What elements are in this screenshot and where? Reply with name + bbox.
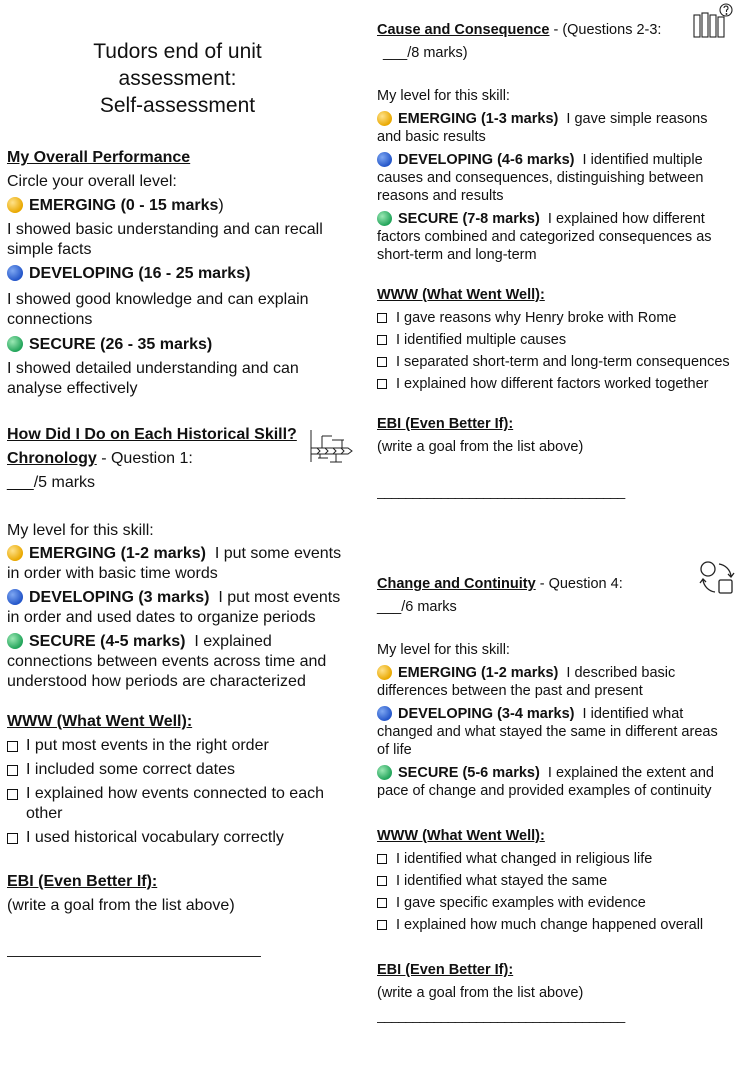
level-description: I identified multiple causes and consequences, distinguishing between reasons and results	[377, 152, 704, 204]
green-circle-icon	[7, 336, 23, 352]
level-intro: My level for this skill:	[377, 642, 510, 658]
level-label: DEVELOPING (3-4 marks)	[398, 706, 575, 722]
level-label: EMERGING (1-2 marks)	[29, 545, 206, 562]
ebi-answer-line[interactable]: ________________________________	[7, 941, 260, 958]
www-item[interactable]	[377, 916, 732, 934]
change-question: - Question 4:	[535, 576, 623, 592]
level-label-suffix: )	[218, 197, 224, 214]
cause-title: Cause and Consequence	[377, 22, 550, 38]
level-description: I identified what changed and what stayed the same in different areas of life	[377, 706, 718, 758]
www-item-text: I put most events in the right order	[26, 737, 269, 754]
www-item[interactable]	[377, 353, 732, 371]
level-description: I showed good knowledge and can explain connections	[7, 291, 309, 328]
cause-question: - (Questions 2-3:	[553, 22, 662, 38]
level-description: I described basic differences between the past and present	[377, 665, 676, 699]
green-circle-icon	[7, 633, 23, 649]
www-item-text: I identified what stayed the same	[396, 873, 608, 889]
checkbox-icon[interactable]	[377, 357, 387, 367]
overall-level-secure[interactable]	[7, 335, 352, 355]
change-section	[377, 575, 732, 1025]
www-item[interactable]	[377, 331, 732, 349]
change-cycle-icon	[697, 558, 737, 598]
www-item-text: I gave specific examples with evidence	[396, 895, 646, 911]
cause-level-secure	[377, 210, 732, 264]
checkbox-icon[interactable]	[377, 898, 387, 908]
ebi-answer-line[interactable]: ___________________________________	[377, 1008, 625, 1024]
level-intro: My level for this skill:	[7, 522, 154, 539]
www-item[interactable]	[377, 850, 732, 868]
www-item[interactable]	[7, 760, 352, 780]
overall-level-emerging[interactable]	[7, 196, 352, 216]
www-item-text: I used historical vocabulary correctly	[26, 829, 284, 846]
level-description: I put most events in order and used dates to organize periods	[7, 589, 341, 626]
level-label: DEVELOPING (4-6 marks)	[398, 152, 575, 168]
www-heading: WWW (What Went Well):	[377, 287, 545, 303]
ebi-instruction: (write a goal from the list above)	[7, 897, 235, 914]
green-circle-icon	[377, 211, 392, 226]
chronology-level-emerging	[7, 544, 352, 584]
change-heading-row	[377, 575, 732, 593]
www-item-text: I included some correct dates	[26, 761, 235, 778]
level-label: EMERGING (1-2 marks)	[398, 665, 559, 681]
chronology-title: Chronology	[7, 450, 97, 467]
title-line-2: assessment:	[118, 67, 237, 90]
ebi-heading: EBI (Even Better If):	[7, 873, 158, 890]
timeline-icon	[308, 426, 354, 466]
checkbox-icon[interactable]	[7, 789, 18, 800]
ebi-answer-line[interactable]: ___________________________________	[377, 484, 625, 500]
blue-circle-icon	[377, 152, 392, 167]
chronology-section	[7, 425, 352, 960]
change-title: Change and Continuity	[377, 576, 536, 592]
blue-circle-icon	[7, 589, 23, 605]
level-label: EMERGING (0 - 15 marks	[29, 197, 219, 214]
www-list	[7, 736, 352, 848]
level-label: DEVELOPING (16 - 25 marks)	[29, 265, 251, 282]
chronology-heading-row	[7, 449, 352, 469]
blue-circle-icon	[377, 706, 392, 721]
chronology-level-developing	[7, 588, 352, 628]
yellow-circle-icon	[377, 111, 392, 126]
level-description: I put some events in order with basic time words	[7, 545, 342, 582]
cause-marks[interactable]: ___/8 marks)	[383, 45, 468, 61]
www-heading: WWW (What Went Well):	[377, 828, 545, 844]
cause-heading-row	[377, 21, 732, 39]
overall-instruction: Circle your overall level:	[7, 173, 177, 190]
level-label: SECURE (5-6 marks)	[398, 765, 540, 781]
www-item-text: I explained how much change happened overall	[396, 917, 704, 933]
www-list	[377, 309, 732, 393]
chronology-level-secure	[7, 632, 352, 692]
www-item[interactable]	[7, 736, 352, 756]
www-item-text: I identified multiple causes	[396, 332, 567, 348]
www-item-text: I explained how different factors worked together	[396, 376, 709, 392]
level-description: I explained the extent and pace of change and provided examples of continuity	[377, 765, 714, 799]
www-heading: WWW (What Went Well):	[7, 713, 193, 730]
level-label: SECURE (7-8 marks)	[398, 211, 540, 227]
level-description: I gave simple reasons and basic results	[377, 111, 708, 145]
www-item[interactable]	[377, 894, 732, 912]
yellow-circle-icon	[7, 545, 23, 561]
www-item[interactable]	[377, 375, 732, 393]
level-description: I explained connections between events across time and understood how periods are characterized	[7, 633, 327, 690]
ebi-heading: EBI (Even Better If):	[377, 962, 514, 978]
checkbox-icon[interactable]	[377, 335, 387, 345]
checkbox-icon[interactable]	[377, 876, 387, 886]
checkbox-icon[interactable]	[7, 833, 18, 844]
level-intro: My level for this skill:	[377, 88, 510, 104]
skills-heading: How Did I Do on Each Historical Skill?	[7, 426, 297, 443]
chronology-question: - Question 1:	[96, 450, 193, 467]
checkbox-icon[interactable]	[377, 854, 387, 864]
level-label: DEVELOPING (3 marks)	[29, 589, 210, 606]
checkbox-icon[interactable]	[377, 313, 387, 323]
www-item[interactable]	[377, 309, 732, 327]
cause-level-emerging	[377, 110, 732, 146]
www-item-text: I gave reasons why Henry broke with Rome	[396, 310, 677, 326]
level-label: EMERGING (1-3 marks)	[398, 111, 559, 127]
chronology-marks[interactable]: ___/5 marks	[7, 474, 96, 491]
cause-consequence-icon	[692, 3, 734, 39]
overall-heading: My Overall Performance	[7, 149, 191, 166]
www-item[interactable]	[7, 784, 352, 824]
green-circle-icon	[377, 765, 392, 780]
www-item-text: I explained how events connected to each other	[26, 785, 324, 822]
www-item[interactable]	[7, 828, 352, 848]
www-list	[377, 850, 732, 934]
www-item[interactable]	[377, 872, 732, 890]
level-label: SECURE (26 - 35 marks)	[29, 336, 213, 353]
change-level-emerging	[377, 664, 732, 700]
www-item-text: I identified what changed in religious life	[396, 851, 653, 867]
title-line-1: Tudors end of unit	[93, 40, 262, 63]
level-description: I showed detailed understanding and can analyse effectively	[7, 360, 299, 397]
checkbox-icon[interactable]	[7, 741, 18, 752]
level-description: I showed basic understanding and can recall simple facts	[7, 221, 323, 258]
level-label: SECURE (4-5 marks)	[29, 633, 186, 650]
page-title	[40, 38, 315, 119]
checkbox-icon[interactable]	[377, 379, 387, 389]
yellow-circle-icon	[7, 197, 23, 213]
cause-level-developing	[377, 151, 732, 205]
change-marks[interactable]: ___/6 marks	[377, 599, 457, 615]
checkbox-icon[interactable]	[377, 920, 387, 930]
yellow-circle-icon	[377, 665, 392, 680]
change-level-secure	[377, 764, 732, 800]
cause-section	[377, 21, 732, 501]
ebi-instruction: (write a goal from the list above)	[377, 439, 584, 455]
overall-level-developing[interactable]	[7, 264, 352, 284]
title-line-3: Self-assessment	[99, 94, 256, 117]
checkbox-icon[interactable]	[7, 765, 18, 776]
overall-section	[7, 148, 352, 399]
level-description: I explained how different factors combined and categorized consequences as short-term and long-term	[377, 211, 712, 263]
ebi-heading: EBI (Even Better If):	[377, 416, 514, 432]
www-item-text: I separated short-term and long-term consequences	[396, 354, 730, 370]
change-level-developing	[377, 705, 732, 759]
blue-circle-icon	[7, 265, 23, 281]
ebi-instruction: (write a goal from the list above)	[377, 985, 584, 1001]
